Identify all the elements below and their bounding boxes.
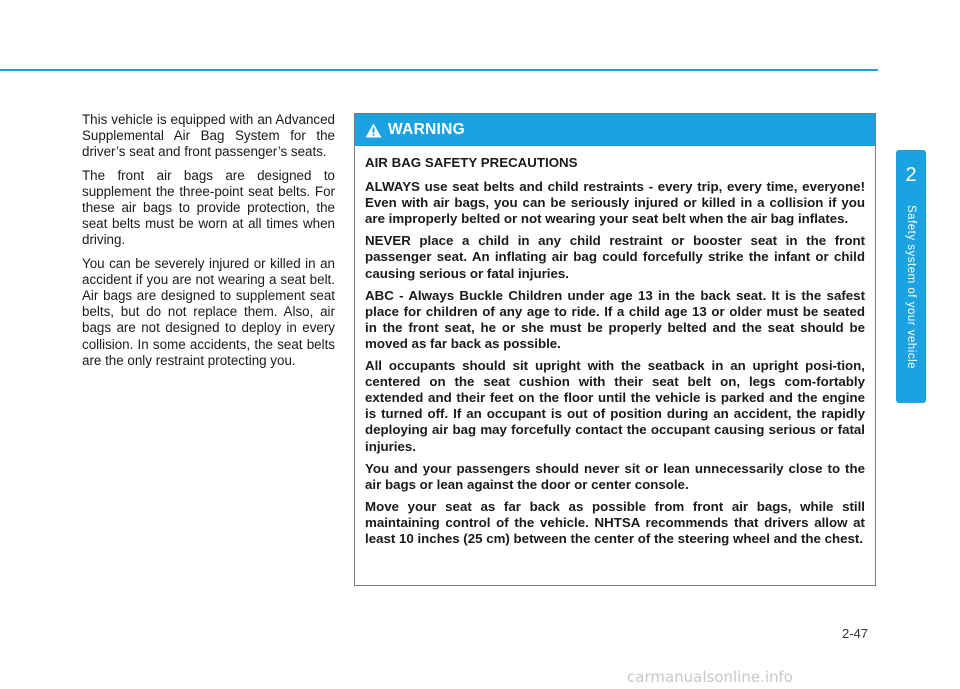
intro-paragraph: The front air bags are designed to supplement the three-point seat belts. For these air bags to provide protection, the seat belts must be worn at all times when driving. xyxy=(82,167,335,248)
chapter-number: 2 xyxy=(905,164,917,186)
warning-body xyxy=(355,146,875,547)
header-rule xyxy=(0,69,878,71)
page-number: 2-47 xyxy=(842,626,869,641)
warning-paragraph: ALWAYS use seat belts and child restraints - every trip, every time, everyone! Even with air bags, you can be seriously injured or killed in a collision if you are improperly belted or not wearing your seat belt when the air bag inflates. xyxy=(365,179,865,227)
intro-paragraph: This vehicle is equipped with an Advanced Supplemental Air Bag System for the driver’s seat and front passenger’s seats. xyxy=(82,112,335,160)
warning-title: WARNING xyxy=(388,121,466,138)
chapter-label: Safety system of your vehicle xyxy=(905,205,917,370)
warning-triangle-icon xyxy=(365,123,382,138)
watermark: carmanualsonline.info xyxy=(627,668,793,686)
warning-paragraph: Move your seat as far back as possible from front air bags, while still maintaining control of the vehicle. NHTSA recommends that drivers allow at least 10 inches (25 cm) between the center of the steering wheel and the chest. xyxy=(365,498,865,546)
intro-paragraph: You can be severely injured or killed in an accident if you are not wearing a seat belt. Air bags are designed to supplement seat belts, but do not replace them. Also, air bags are not designed to deploy in every collision. In some accidents, the seat belts are the only restraint protecting you. xyxy=(82,255,335,368)
warning-paragraph: NEVER place a child in any child restraint or booster seat in the front passenger seat. An inflating air bag could forcefully strike the infant or child causing serious or fatal injuries. xyxy=(365,233,865,281)
warning-paragraph: You and your passengers should never sit or lean unnecessarily close to the air bags or lean against the door or center console. xyxy=(365,460,865,492)
warning-paragraph: ABC - Always Buckle Children under age 13 in the back seat. It is the safest place for children of any age to ride. If a child age 13 or older must be seated in the front seat, he or she must be properly belted and the seat should be moved as far back as possible. xyxy=(365,287,865,351)
intro-text-column xyxy=(82,112,335,376)
warning-box xyxy=(354,113,876,586)
chapter-tab[interactable] xyxy=(896,150,926,403)
chapter-label-wrap xyxy=(896,205,926,395)
warning-paragraph: All occupants should sit upright with the seatback in an upright posi-tion, centered on the seat cushion with their seat belt on, legs com-fortably extended and their feet on the floor until the vehicle is parked and the engine is turned off. If an occupant is out of position during an accident, the rapidly deploying air bag may forcefully contact the occupant causing serious or fatal injuries. xyxy=(365,358,865,454)
warning-heading: AIR BAG SAFETY PRECAUTIONS xyxy=(365,155,578,170)
warning-header xyxy=(355,114,875,146)
